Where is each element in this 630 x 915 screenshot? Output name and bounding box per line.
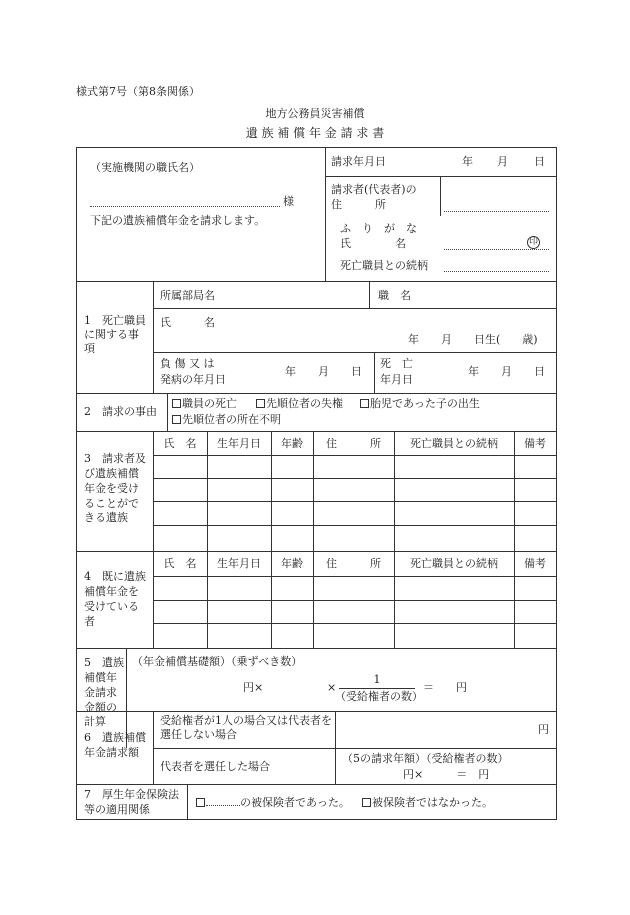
sec3-col-age: 年齢	[281, 437, 303, 450]
seal-mark: 印	[528, 237, 538, 247]
sec6-yen[interactable]: 円	[538, 723, 549, 736]
form-number: 様式第7号（第8条関係）	[76, 85, 200, 98]
sec1-dept-label: 所属部局名	[160, 289, 215, 302]
checkbox-icon[interactable]	[196, 798, 205, 807]
checkbox-icon[interactable]	[172, 415, 181, 424]
sec6-case-representative: 代表者を選任した場合	[160, 760, 270, 773]
checkbox-icon[interactable]	[362, 798, 371, 807]
sec6-calc-header: （5の請求年額）（受給権者の数）	[342, 752, 509, 765]
sec4-col-birthdate: 生年月日	[217, 557, 261, 570]
sec6-label: 6 遺族補償年金請求額	[84, 731, 146, 759]
sec7-option-insured[interactable]: の被保険者であった。	[196, 796, 350, 810]
sec1-name-label: 氏 名	[160, 316, 215, 329]
sec3-col-birthdate: 生年月日	[217, 437, 261, 450]
sec4-label: 4 既に遺族補償年金を受けている者	[84, 570, 146, 628]
furigana-label: ふ り が な	[340, 222, 417, 235]
sec2-label: 2 請求の事由	[84, 405, 157, 418]
sec1-death-date[interactable]: 年 月 日	[468, 365, 545, 378]
sec3-col-name: 氏 名	[163, 437, 197, 450]
relation-line[interactable]	[444, 271, 549, 272]
sec5-formula-header: （年金補償基礎額）（乗ずべき数）	[132, 655, 303, 668]
sec2-option-birth[interactable]: 胎児であった子の出生	[360, 397, 480, 411]
address-line[interactable]	[444, 211, 549, 212]
sec7-option-not-insured[interactable]: 被保険者ではなかった。	[362, 796, 493, 810]
sec6-calc-body[interactable]: 円× ＝ 円	[403, 768, 490, 781]
applicant-label: 請求者(代表者)の	[331, 183, 417, 196]
sec3-col-remarks: 備考	[524, 437, 546, 450]
sama-label: 様	[283, 195, 294, 208]
relation-label: 死亡職員との続柄	[340, 259, 428, 272]
checkbox-icon[interactable]	[360, 399, 369, 408]
sec4-col-remarks: 備考	[524, 557, 546, 570]
request-text: 下記の遺族補償年金を請求します。	[90, 214, 266, 227]
checkbox-icon[interactable]	[256, 399, 265, 408]
sec4-col-age: 年齢	[281, 557, 303, 570]
sec5-label: 5 遺族補償年金請求金額の計算	[84, 656, 124, 729]
sec5-denominator: （受給権者の数）	[335, 690, 423, 703]
sec1-injury-label-1: 負 傷 又 は	[160, 357, 215, 370]
sec3-col-relation: 死亡職員との続柄	[410, 437, 498, 450]
sec1-injury-label-2: 発病の年月日	[160, 373, 226, 386]
sec1-death-label-1: 死 亡	[380, 357, 413, 370]
sec5-yen-times[interactable]: 円×	[243, 681, 264, 694]
sec1-injury-date[interactable]: 年 月 日	[285, 365, 362, 378]
sec5-times: ×	[327, 681, 337, 694]
sec4-col-relation: 死亡職員との続柄	[410, 557, 498, 570]
sec1-death-label-2: 年月日	[380, 373, 413, 386]
title-line-1: 地方公務員災害補償	[265, 107, 365, 120]
address-label: 住 所	[331, 198, 386, 211]
sec5-numerator: 1	[373, 673, 381, 686]
sec4-col-name: 氏 名	[163, 557, 197, 570]
addressee-label: （実施機関の職氏名）	[90, 161, 200, 174]
name-line[interactable]	[444, 249, 549, 250]
sec1-position-label: 職 名	[378, 289, 411, 302]
sec4-col-address: 住 所	[326, 557, 381, 570]
sec1-birth[interactable]: 年 月 日生( 歳)	[408, 333, 538, 346]
request-date-day[interactable]: 日	[534, 155, 545, 168]
sec2-option-forfeit[interactable]: 先順位者の失権	[256, 397, 343, 411]
form-frame	[76, 147, 557, 785]
title-line-2: 遺 族 補 償 年 金 請 求 書	[245, 126, 385, 140]
addressee-line[interactable]	[90, 206, 280, 207]
sec2-option-missing[interactable]: 先順位者の所在不明	[172, 413, 281, 427]
sec5-equals-yen[interactable]: ＝ 円	[423, 681, 467, 694]
checkbox-icon[interactable]	[172, 399, 181, 408]
sec7-label: 7 厚生年金保険法等の適用関係	[84, 788, 179, 816]
request-date-label: 請求年月日	[331, 155, 386, 168]
name-label: 氏 名	[340, 237, 406, 250]
sec3-col-address: 住 所	[326, 437, 381, 450]
fraction-bar	[339, 688, 415, 689]
sec6-case-single: 受給権者が1人の場合又は代表者を選任しない場合	[160, 714, 332, 741]
sec2-option-death[interactable]: 職員の死亡	[172, 397, 237, 411]
request-date-month[interactable]: 月	[497, 155, 508, 168]
request-date-year[interactable]: 年	[462, 155, 473, 168]
sec1-label: 1 死亡職員に関する事項	[84, 314, 146, 355]
sec3-label: 3 請求者及び遺族補償年金を受けることができる遺族	[84, 452, 146, 525]
